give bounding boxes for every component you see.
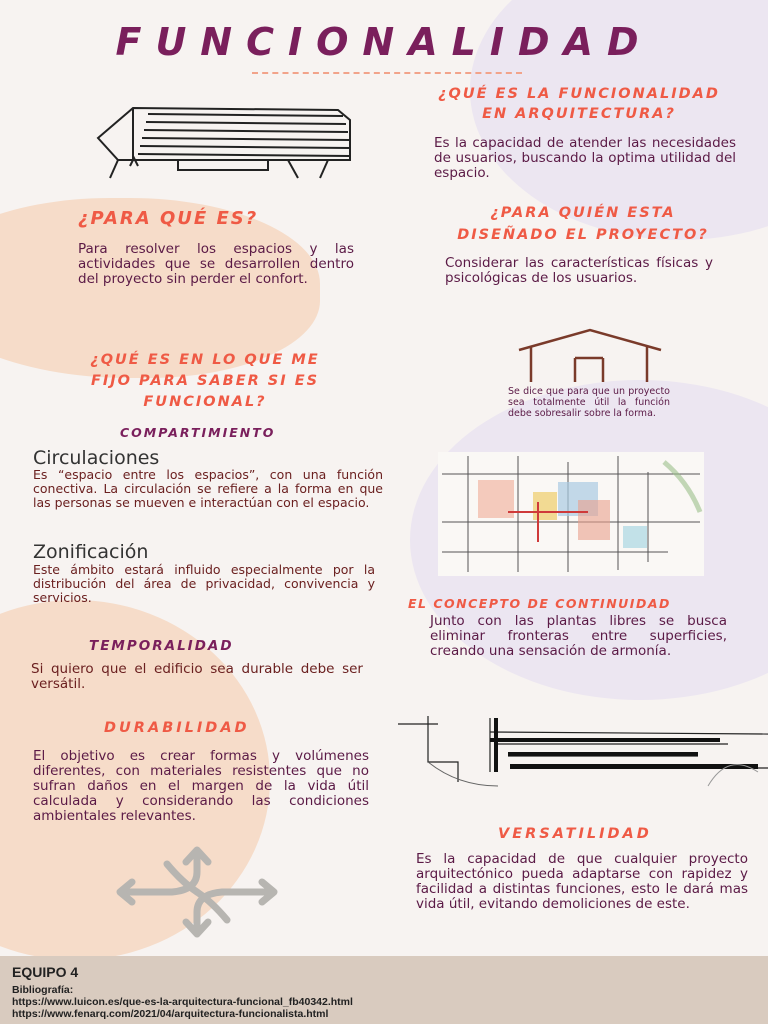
building-section-drawing [398, 712, 768, 792]
zonificacion-text: Este ámbito estará influido especialmente por la distribución del área de privacidad, convivencia y servicios. [33, 562, 375, 605]
que-es-text: Es la capacidad de atender las necesidades de usuarios, buscando la optima utilidad del espacio. [434, 135, 736, 181]
circulaciones-heading: Circulaciones [33, 447, 160, 469]
fijo-heading-line3: FUNCIONAL? [143, 394, 267, 410]
multidirectional-arrows-icon [102, 842, 292, 942]
versatilidad-text: Es la capacidad de que cualquier proyecto arquitectónico pueda adaptarse con rapidez y facilidad a distintas funciones, esto le dará mas vida útil, evitando demoliciones de este. [416, 851, 748, 912]
bibliography-link-2[interactable]: https://www.fenarq.com/2021/04/arquitectura-funcionalista.html [12, 1008, 329, 1020]
continuidad-heading: EL CONCEPTO DE CONTINUIDAD [408, 596, 671, 611]
fijo-heading-line1: ¿QUÉ ES EN LO QUE ME [90, 352, 320, 368]
para-quien-text: Considerar las características físicas y psicológicas de los usuarios. [445, 255, 713, 286]
para-que-text: Para resolver los espacios y las actividades que se desarrollen dentro del proyecto sin perder el confort. [78, 241, 354, 287]
floor-plan-sketch [438, 452, 704, 576]
durabilidad-heading: DURABILIDAD [104, 720, 250, 736]
temporalidad-heading: TEMPORALIDAD [89, 638, 234, 654]
temporalidad-text: Si quiero que el edificio sea durable debe ser versátil. [31, 661, 363, 692]
que-es-heading [400, 84, 758, 124]
circulaciones-text: Es “espacio entre los espacios”, con una función conectiva. La circulación se refiere a la forma en que las personas se mueven e interactúan con el espacio. [33, 467, 383, 510]
que-es-heading-line1: ¿QUÉ ES LA FUNCIONALIDAD [438, 86, 720, 102]
continuidad-text: Junto con las plantas libres se busca eliminar fronteras entre superficies, creando una sensación de armonía. [430, 613, 727, 659]
para-quien-heading-line2: DISEÑADO EL PROYECTO? [457, 227, 709, 243]
para-que-heading: ¿PARA QUÉ ES? [78, 208, 259, 229]
durabilidad-text: El objetivo es crear formas y volúmenes diferentes, con materiales resistentes que no sufran daños en el margen de la vida útil calculada y considerando las condiciones ambientales relevantes. [33, 748, 369, 824]
para-quien-heading-line1: ¿PARA QUIÉN ESTA [490, 205, 676, 221]
para-quien-heading [408, 202, 758, 246]
house-note-text: Se dice que para que un proyecto sea totalmente útil la función debe sobresalir sobre la forma. [508, 386, 670, 419]
que-es-heading-line2: EN ARQUITECTURA? [482, 106, 676, 122]
fijo-heading-line2: FIJO PARA SABER SI ES [90, 373, 320, 389]
footer [0, 956, 768, 1024]
building-illustration [88, 100, 356, 180]
bibliography-label: Bibliografía: [12, 984, 74, 996]
team-label: EQUIPO 4 [12, 964, 79, 980]
fijo-heading [40, 350, 370, 413]
zonificacion-heading: Zonificación [33, 541, 149, 563]
bibliography-link-1[interactable]: https://www.luicon.es/que-es-la-arquitectura-funcional_fb40342.html [12, 996, 353, 1008]
title-divider [252, 72, 522, 74]
versatilidad-heading: VERSATILIDAD [498, 826, 652, 842]
house-icon [515, 328, 665, 384]
page-title: FUNCIONALIDAD [115, 20, 653, 64]
compartimiento-heading: COMPARTIMIENTO [120, 425, 276, 440]
